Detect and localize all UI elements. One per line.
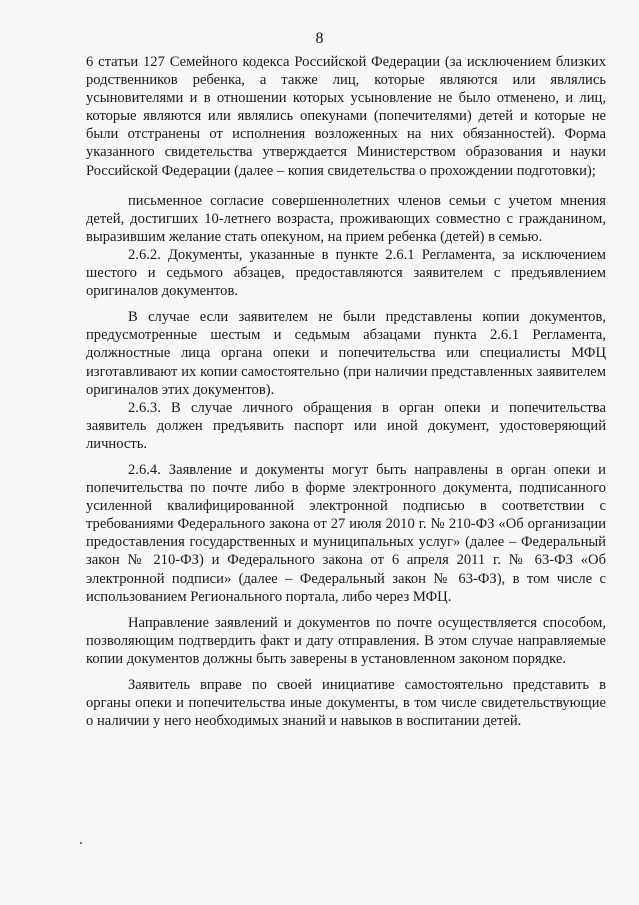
paragraph-continuation: 6 статьи 127 Семейного кодекса Российской Федерации (за исключением близких родственников ребенка, а также лиц, которые являются или являлись усыновителями и в отношении которых усыновление не было отменено, и лиц, которые являются или являлись опекунами (попечителями) детей и которые не были отстранены от исполнения возложенных на них обязанностей). Форма указанного свидетельства утверждается Министерством образования и науки Российской Федерации (далее – копия свидетельства о прохождении подготовки); <box>86 54 606 179</box>
scan-speck <box>80 842 82 844</box>
paragraph-2-6-3: 2.6.3. В случае личного обращения в орган опеки и попечительства заявитель должен предъявить паспорт или иной документ, удостоверяющий личность. <box>86 399 606 452</box>
paragraph-2-6-4: 2.6.4. Заявление и документы могут быть направлены в орган опеки и попечительства по почте либо в форме электронного документа, подписанного усиленной квалифицированной электронной подписью в соответствии с требованиями Федерального закона от 27 июля 2010 г. № 210-ФЗ «Об организации предоставления государственных и муниципальных услуг» (далее – Федеральный закон № 210-ФЗ) и Федерального закона от 6 апреля 2011 г. № 63-ФЗ «Об электронной подписи» (далее – Федеральный закон № 63-ФЗ), в том числе с использованием Регионального портала, либо через МФЦ. <box>86 461 606 605</box>
paragraph-written-consent: письменное согласие совершеннолетних членов семьи с учетом мнения детей, достигших 10-летнего возраста, проживающих совместно с гражданином, выразившим желание стать опекуном, на прием ребенка (детей) в семью. <box>86 192 606 245</box>
document-body <box>86 53 606 730</box>
paragraph-postal: Направление заявлений и документов по почте осуществляется способом, позволяющим подтвердить факт и дату отправления. В этом случае направляемые копии документов должны быть заверены в установленном законом порядке. <box>86 614 606 667</box>
paragraph-initiative: Заявитель вправе по своей инициативе самостоятельно представить в органы опеки и попечительства иные документы, в том числе свидетельствующие о наличии у него необходимых знаний и навыков в воспитании детей. <box>86 677 606 730</box>
paragraph-copies: В случае если заявителем не были представлены копии документов, предусмотренные шестым и седьмым абзацами пункта 2.6.1 Регламента, должностные лица органа опеки и попечительства или специалисты МФЦ изготавливают их копии самостоятельно (при наличии представленных заявителем оригиналов этих документов). <box>86 309 606 398</box>
page-number: 8 <box>315 30 324 47</box>
paragraph-2-6-2: 2.6.2. Документы, указанные в пункте 2.6.1 Регламента, за исключением шестого и седьмого абзацев, предоставляются заявителем с предъявлением оригиналов документов. <box>86 246 606 300</box>
